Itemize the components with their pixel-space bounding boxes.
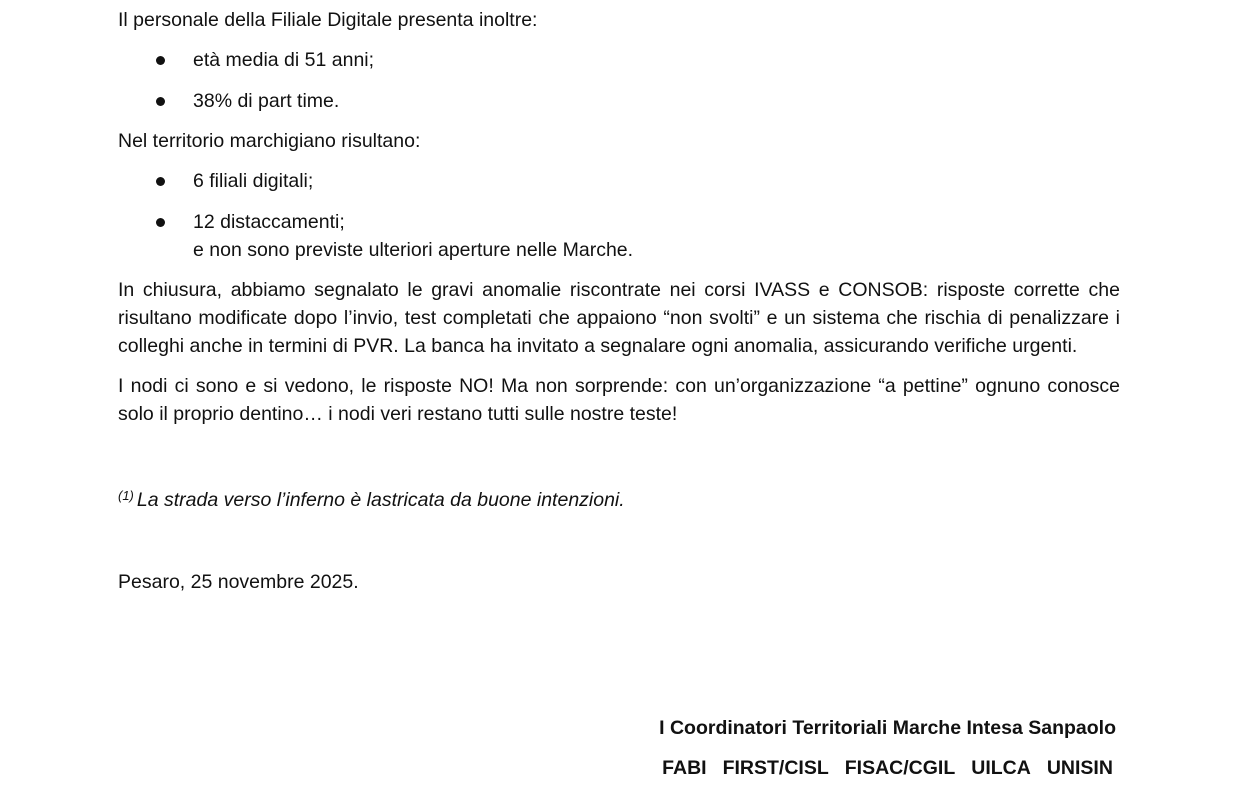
signature-block: [659, 714, 1116, 782]
union-name: UNISIN: [1046, 757, 1113, 779]
staff-intro-text: Il personale della Filiale Digitale presenta inoltre:: [118, 9, 538, 31]
list-item: [118, 208, 1120, 264]
list-item: [118, 87, 1120, 115]
bullet-icon: [156, 97, 165, 106]
footnote-text: La strada verso l’inferno è lastricata da buone intenzioni.: [136, 489, 625, 511]
signature-title: I Coordinatori Territoriali Marche Intesa Sanpaolo: [659, 717, 1116, 739]
footnote-marker: (1): [118, 488, 134, 503]
place-date: Pesaro, 25 novembre 2025.: [118, 571, 359, 593]
bullet-icon: [156, 56, 165, 65]
list-item-text: 6 filiali digitali;: [193, 170, 314, 192]
territory-list: [118, 167, 1120, 264]
union-name: FIRST/CISL: [722, 757, 829, 779]
list-item: [118, 46, 1120, 74]
footnote: [118, 482, 1120, 514]
union-name: UILCA: [971, 757, 1031, 779]
document-page: [118, 6, 1120, 596]
list-item-continuation: e non sono previste ulteriori aperture nelle Marche.: [193, 239, 634, 261]
list-item: [118, 167, 1120, 195]
bullet-icon: [156, 177, 165, 186]
list-item-text: età media di 51 anni;: [193, 49, 375, 71]
union-name: FISAC/CGIL: [844, 757, 956, 779]
union-list: [659, 754, 1116, 782]
bullet-icon: [156, 218, 165, 227]
staff-list: [118, 46, 1120, 115]
nodes-paragraph: I nodi ci sono e si vedono, le risposte NO! Ma non sorprende: con un’organizzazione “a pettine” ognuno conosce solo il proprio dentino… i nodi veri restano tutti sulle nostre teste!: [118, 375, 1120, 425]
territory-intro-text: Nel territorio marchigiano risultano:: [118, 130, 421, 152]
union-name: FABI: [662, 757, 707, 779]
list-item-text: 38% di part time.: [193, 90, 340, 112]
list-item-text: 12 distaccamenti;: [193, 211, 345, 233]
closing-paragraph: In chiusura, abbiamo segnalato le gravi anomalie riscontrate nei corsi IVASS e CONSOB: risposte corrette che risultano modificate dopo l’invio, test completati che appaiono “non svolti” e un sistema che rischia di penalizzare i colleghi anche in termini di PVR. La banca ha invitato a segnalare ogni anomalia, assicurando verifiche urgenti.: [118, 279, 1120, 357]
